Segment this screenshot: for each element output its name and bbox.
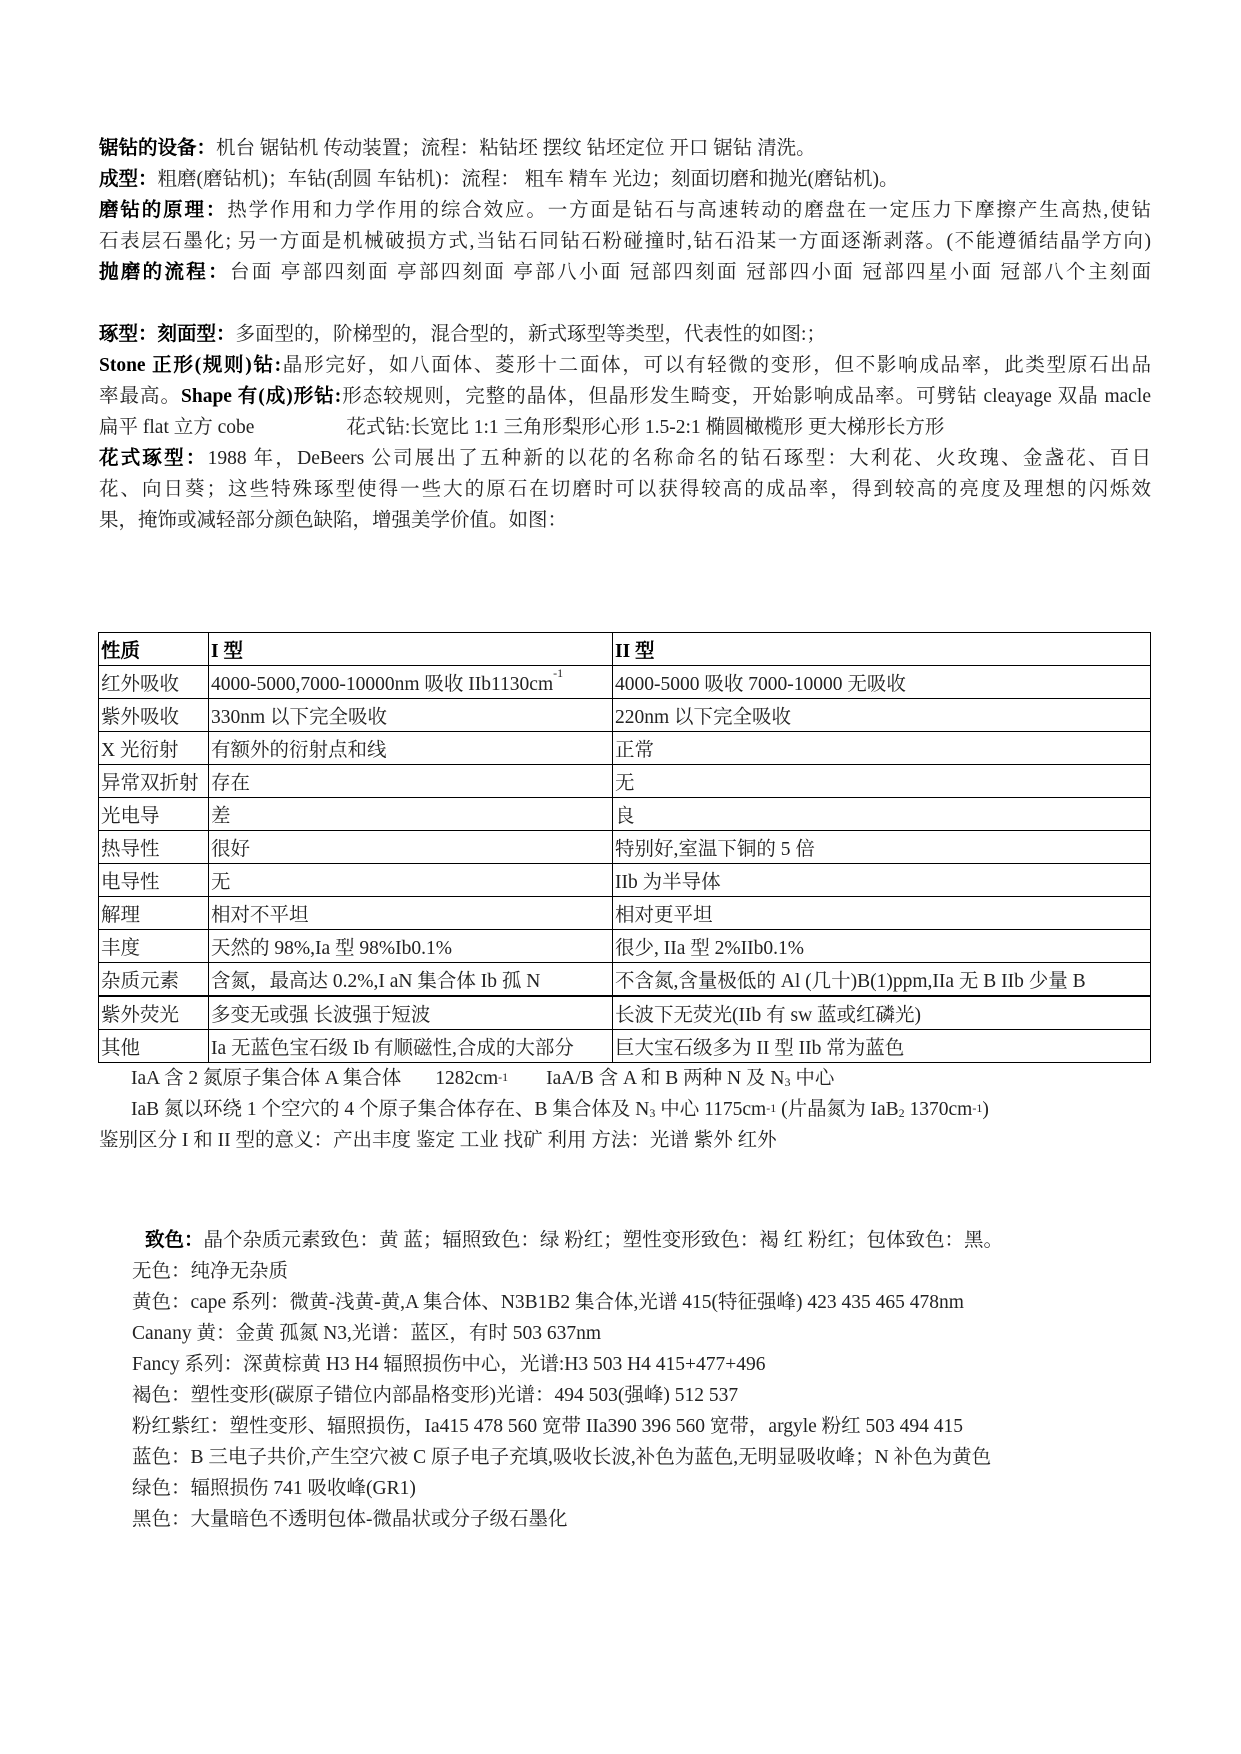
significance-note (99, 1128, 777, 1154)
cell-type-1-text: 含氮，最高达 0.2%,I aN 集合体 Ib 孤 N (211, 971, 541, 992)
color-line: 蓝色：B 三电子共价,产生空穴被 C 原子电子充填,吸收长波,补色为蓝色,无明显吸收峰；N 补色为黄色 (132, 1447, 992, 1468)
significance-text: 鉴别区分 I 和 II 型的意义：产出丰度 鉴定 工业 找矿 利用 方法：光谱 紫外 红外 (99, 1130, 777, 1151)
cell-type-1-text: 4000-5000,7000-10000nm 吸收 IIb1130cm (211, 674, 554, 695)
shape-text: 形态较规则，完整的晶体，但晶形发生畸变，开始影响成品率。可劈钻 cleayage 双晶 macle (341, 386, 1152, 407)
color-line: 褐色：塑性变形(碳原子错位内部晶格变形)光谱：494 503(强峰) 512 537 (132, 1385, 739, 1406)
fancy-cut-text: 1988 年，DeBeers 公司展出了五种新的以花的名称命名的钻石琢型：大利花、火玫瑰、金盏花、百日 (207, 448, 1151, 469)
cut-type-label: 琢型：刻面型： (99, 324, 236, 345)
cell-property: 丰度 (99, 930, 209, 963)
fancy-cut-cont-1 (99, 477, 1151, 503)
cell-type-1 (209, 831, 613, 864)
iab-close: ) (982, 1099, 989, 1120)
cell-type-1-text: Ia 无蓝色宝石级 Ib 有顺磁性,合成的大部分 (211, 1038, 574, 1059)
cell-type-2: 不含氮,含量极低的 Al (几十)B(1)ppm,IIa 无 B IIb 少量 B (613, 963, 1151, 997)
grinding-principle-cont (99, 229, 1151, 255)
cell-type-2: 相对更平坦 (613, 897, 1151, 930)
cell-type-2: 长波下无荧光(IIb 有 sw 蓝或红磷光) (613, 996, 1151, 1030)
iab-wavenumber: 中心 1175cm (655, 1099, 767, 1120)
fancy-ratio-line (99, 415, 944, 441)
cell-type-1 (209, 732, 613, 765)
fancy-cut-cont-2 (99, 508, 567, 534)
color-line: 黑色：大量暗色不透明包体-微晶状或分子级石墨化 (132, 1509, 568, 1530)
cell-type-1 (209, 798, 613, 831)
diamond-type-table (98, 632, 1151, 1063)
grinding-principle-text-2: 石表层石墨化; 另一方面是机械破损方式,当钻石同钻石粉碰撞时,钻石沿某一方面逐渐剥落。(不能遵循结晶学方向) (99, 231, 1151, 252)
cell-type-1 (209, 864, 613, 897)
cell-property: 紫外荧光 (99, 996, 209, 1030)
table-row (99, 666, 1151, 699)
cell-type-2: IIb 为半导体 (613, 864, 1151, 897)
iaa-wavenumber: 1282cm (435, 1068, 499, 1089)
color-line: Fancy 系列：深黄棕黄 H3 H4 辐照损伤中心，光谱:H3 503 H4 415+477+496 (132, 1354, 766, 1375)
shaping-label: 成型： (99, 169, 158, 190)
iab-platelet-wavenumber: 1370cm (904, 1099, 973, 1120)
cell-property: 异常双折射 (99, 765, 209, 798)
saw-equipment-label: 锯钻的设备： (99, 138, 217, 159)
fancy-ratio-text: 花式钻:长宽比 1:1 三角形梨形心形 1.5-2:1 椭圆橄榄形 更大梯形长方形 (346, 417, 945, 438)
iab-sup-1: -1 (766, 1101, 777, 1115)
saw-equipment-text: 机台 锯钻机 传动装置；流程：粘钻坯 摆纹 钻坯定位 开口 锯钻 清洗。 (216, 138, 816, 159)
cell-type-1 (209, 930, 613, 963)
table-row (99, 765, 1151, 798)
iaab-text: IaA/B 含 A 和 B 两种 N 及 N (546, 1068, 785, 1089)
stone-text: 晶形完好，如八面体、菱形十二面体，可以有轻微的变形，但不影响成品率，此类型原石出品 (281, 355, 1151, 376)
cell-type-1 (209, 897, 613, 930)
header-type-2: II 型 (613, 633, 1151, 666)
cell-property: 红外吸收 (99, 666, 209, 699)
color-line: 无色：纯净无杂质 (132, 1261, 289, 1282)
grinding-principle-line (99, 198, 1151, 224)
color-line: 黄色：cape 系列：微黄-浅黄-黄,A 集合体、N3B1B2 集合体,光谱 415(特征强峰) 423 435 465 478nm (132, 1292, 964, 1313)
table-row (99, 963, 1151, 997)
table-row (99, 732, 1151, 765)
cell-type-1-text: 相对不平坦 (211, 905, 309, 926)
iab-platelet: (片晶氮为 IaB (776, 1099, 899, 1120)
iaab-sub: 3 (784, 1075, 791, 1089)
cell-property: 杂质元素 (99, 963, 209, 997)
iaab-end: 中心 (790, 1068, 835, 1089)
table-row (99, 996, 1151, 1030)
grinding-principle-label: 磨钻的原理： (99, 200, 228, 221)
cell-type-2: 无 (613, 765, 1151, 798)
shape-label: Shape 有(成)形钻: (181, 386, 342, 407)
cell-property: 其他 (99, 1030, 209, 1063)
iaa-sup: -1 (498, 1070, 509, 1084)
shaping-text: 粗磨(磨钻机)；车钻(刮圆 车钻机)：流程： 粗车 精车 光边；刻面切磨和抛光(磨钻机)。 (157, 169, 899, 190)
cell-property: 解理 (99, 897, 209, 930)
cell-property: 光电导 (99, 798, 209, 831)
iab-sub-1: 3 (649, 1106, 656, 1120)
color-cause-label: 致色： (145, 1230, 204, 1251)
cell-type-2: 巨大宝石级多为 II 型 IIb 常为蓝色 (613, 1030, 1151, 1063)
cell-type-1-text: 天然的 98%,Ia 型 98%Ib0.1% (211, 938, 452, 959)
cell-type-1-text: 存在 (211, 773, 251, 794)
cell-type-1 (209, 765, 613, 798)
color-cause-text: 晶个杂质元素致色：黄 蓝；辐照致色：绿 粉红；塑性变形致色：褐 红 粉红；包体致色：黑。 (203, 1230, 1004, 1251)
saw-equipment-line (99, 136, 816, 162)
cell-type-1 (209, 699, 613, 732)
table-row (99, 930, 1151, 963)
color-line: 绿色：辐照损伤 741 吸收峰(GR1) (132, 1478, 416, 1499)
table-row (99, 1030, 1151, 1063)
shape-prefix: 率最高。 (99, 386, 181, 407)
table-row (99, 897, 1151, 930)
color-line: 粉红紫红：塑性变形、辐照损伤，Ia415 478 560 宽带 IIa390 396 560 宽带，argyle 粉红 503 494 415 (132, 1416, 964, 1437)
flat-cube-text: 扁平 flat 立方 cobe (99, 417, 255, 438)
cut-type-line (99, 322, 826, 348)
grinding-principle-text: 热学作用和力学作用的综合效应。一方面是钻石与高速转动的磨盘在一定压力下摩擦产生高热,使钻 (227, 200, 1151, 221)
cell-type-1-text: 无 (211, 872, 231, 893)
cell-type-2: 220nm 以下完全吸收 (613, 699, 1151, 732)
iaa-note (131, 1066, 834, 1092)
cell-property: 紫外吸收 (99, 699, 209, 732)
color-line: Canany 黄：金黄 孤氮 N3,光谱：蓝区，有时 503 637nm (132, 1323, 602, 1344)
cell-type-1-text: 多变无或强 长波强于短波 (211, 1005, 431, 1026)
cell-type-2: 特别好,室温下铜的 5 倍 (613, 831, 1151, 864)
cell-type-2: 正常 (613, 732, 1151, 765)
cell-type-1-text: 差 (211, 806, 231, 827)
fancy-cut-text-2: 花、向日葵；这些特殊琢型使得一些大的原石在切磨时可以获得较高的成品率，得到较高的亮度及理想的闪烁效 (99, 479, 1151, 500)
table-row (99, 798, 1151, 831)
cell-property: X 光衍射 (99, 732, 209, 765)
cell-type-2: 很少, IIa 型 2%IIb0.1% (613, 930, 1151, 963)
stone-line (99, 353, 1151, 379)
cell-type-1 (209, 1030, 613, 1063)
iaa-text: IaA 含 2 氮原子集合体 A 集合体 (131, 1068, 402, 1089)
cell-type-2: 良 (613, 798, 1151, 831)
shape-line (99, 384, 1151, 410)
header-type-1: I 型 (209, 633, 613, 666)
polishing-flow-line (99, 260, 1151, 286)
cell-type-2: 4000-5000 吸收 7000-10000 无吸收 (613, 666, 1151, 699)
shaping-line (99, 167, 898, 193)
iab-note (131, 1097, 989, 1123)
cell-property: 电导性 (99, 864, 209, 897)
cell-type-1 (209, 666, 613, 699)
color-cause-line (145, 1228, 1003, 1254)
cell-type-1-text: 很好 (211, 839, 251, 860)
cell-property: 热导性 (99, 831, 209, 864)
fancy-cut-line (99, 446, 1151, 472)
cell-type-1 (209, 996, 613, 1030)
cell-type-1 (209, 963, 613, 997)
cut-type-text: 多面型的，阶梯型的，混合型的，新式琢型等类型，代表性的如图:； (235, 324, 826, 345)
stone-label: Stone 正形(规则)钻: (99, 355, 282, 376)
iab-sup-2: -1 (972, 1101, 983, 1115)
polishing-flow-label: 抛磨的流程： (99, 262, 230, 283)
iab-sub-2: 2 (898, 1106, 905, 1120)
header-property: 性质 (99, 633, 209, 666)
polishing-flow-text: 台面 亭部四刻面 亭部四刻面 亭部八小面 冠部四刻面 冠部四小面 冠部四星小面 冠部八个主刻面 (229, 262, 1151, 283)
fancy-cut-text-3: 果，掩饰或减轻部分颜色缺陷，增强美学价值。如图： (99, 510, 568, 531)
table-row (99, 699, 1151, 732)
iab-text: IaB 氮以环绕 1 个空穴的 4 个原子集合体存在、B 集合体及 N (131, 1099, 650, 1120)
fancy-cut-label: 花式琢型： (99, 448, 208, 469)
cell-type-1-text: 330nm 以下完全吸收 (211, 707, 388, 728)
table-row (99, 864, 1151, 897)
cell-type-1-text: 有额外的衍射点和线 (211, 740, 387, 761)
table-row (99, 831, 1151, 864)
table-header-row (99, 633, 1151, 666)
cell-type-1-sup: -1 (553, 666, 564, 680)
